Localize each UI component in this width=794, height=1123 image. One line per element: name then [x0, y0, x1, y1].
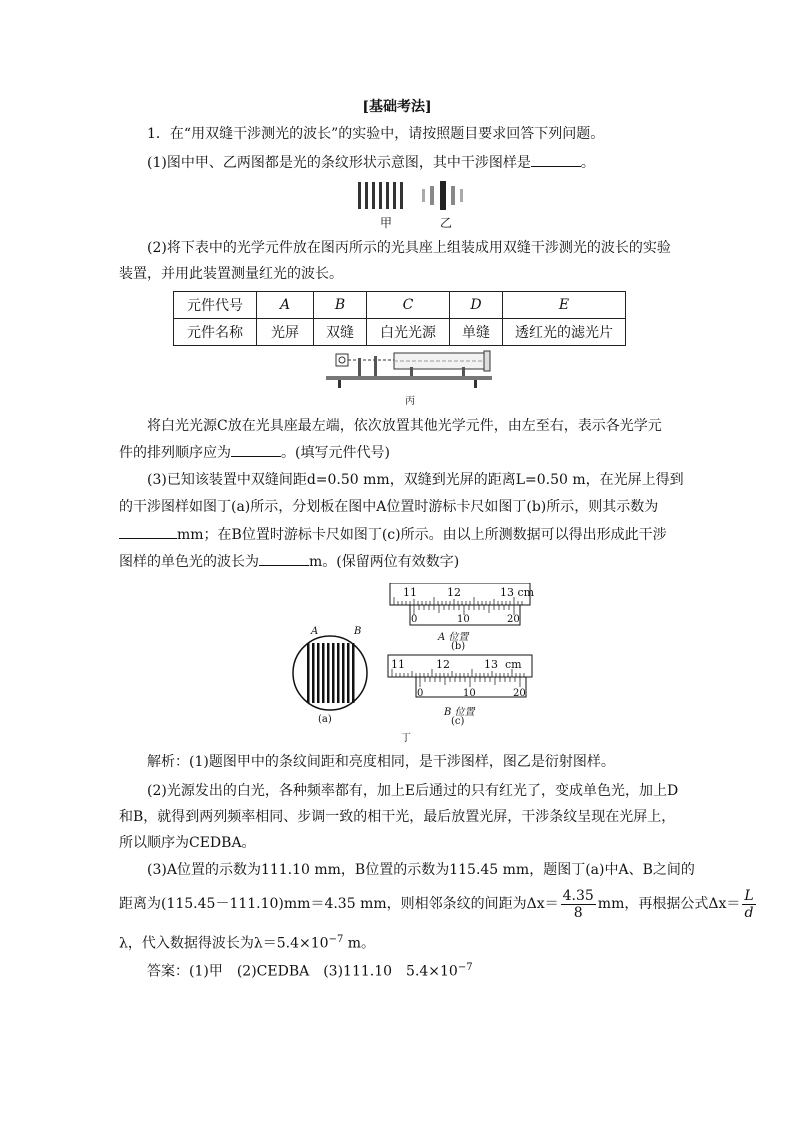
scale-c-tick: 12 [436, 658, 450, 671]
table-cell: 光屏 [257, 319, 314, 346]
scale-c-tick: 11 [391, 658, 405, 671]
question-1 [147, 152, 595, 173]
answer-blank-4 [259, 551, 309, 566]
fraction-denominator: d [744, 904, 754, 921]
fraction-numerator: L [744, 887, 754, 904]
q1-end: 。 [580, 155, 595, 171]
analysis-p3-line-1: (3)A位置的示数为111.10 mm，B位置的示数为115.45 mm，题图丁(a)中A、B之间的 [147, 862, 695, 878]
scale-c-unit: cm [505, 658, 522, 671]
table-cell: D [450, 292, 503, 319]
question-2-line-1: (2)将下表中的光学元件放在图丙所示的光具座上组装成用双缝干涉测光的波长的实验 [147, 240, 671, 256]
vernier-c-tick: 10 [463, 688, 476, 699]
analysis-p3-end: m。 [343, 935, 376, 952]
question-3-line-3 [119, 524, 667, 545]
fringe-circle [293, 636, 367, 710]
analysis-p3-line-3 [119, 930, 375, 954]
scale-b-tick: 11 [403, 586, 417, 599]
answer-line [147, 958, 473, 982]
vernier-c-tick: 0 [417, 688, 424, 699]
fig-label-ding: 丁 [401, 733, 411, 744]
caption-b: (b) [451, 641, 466, 652]
fringe-yi [422, 181, 463, 210]
q1-text: (1)图中甲、乙两图都是光的条纹形状示意图，其中干涉图样是 [147, 155, 531, 171]
q2b-end: 。(填写元件代号) [281, 445, 390, 461]
table-cell: A [257, 292, 314, 319]
fig-label-yi: 乙 [440, 216, 453, 230]
table-cell: E [503, 292, 626, 319]
question-3-line-2: 的干涉图样如图丁(a)所示，分划板在图中A位置时游标卡尺如图丁(b)所示，则其示数为 [119, 499, 659, 515]
analysis-p3-text-2: mm，再根据公式Δx＝ [597, 896, 741, 912]
fringe-label-b: B [354, 626, 362, 637]
analysis-p3-line-2 [119, 886, 758, 922]
table-cell: 双缝 [314, 319, 367, 346]
fig-label-bing: 丙 [405, 396, 415, 407]
position-b-label: B 位置 [444, 707, 475, 718]
analysis-p3-result: λ，代入数据得波长为λ＝5.4×10 [119, 935, 329, 952]
table-cell: 单缝 [450, 319, 503, 346]
table-row [174, 319, 626, 346]
question-2b-line-1: 将白光光源C放在光具座最左端，依次放置其他光学元件，由左至右，表示各光学元 [147, 418, 662, 434]
caption-a: (a) [318, 714, 332, 725]
vernier-c-tick: 20 [513, 688, 526, 699]
table-row [174, 292, 626, 319]
analysis-p1: 解析：(1)题图甲中的条纹间距和亮度相同，是干涉图样，图乙是衍射图样。 [147, 754, 615, 770]
answer-exponent: −7 [457, 962, 473, 973]
scale-c-tick: 13 [484, 658, 498, 671]
analysis-p2-line-3: 所以顺序为CEDBA。 [119, 835, 256, 851]
question-3-line-1: (3)已知该装置中双缝间距d=0.50 mm，双缝到光屏的距离L=0.50 m，在光屏上得到 [147, 472, 684, 488]
section-title: [基础考法] [362, 99, 432, 115]
fig-label-jia: 甲 [380, 216, 393, 230]
question-2-line-2: 装置，并用此装置测量红光的波长。 [119, 266, 343, 282]
q3-line4-end: m。(保留两位有效数字) [309, 554, 460, 570]
question-intro: 1．在“用双缝干涉测光的波长”的实验中，请按照题目要求回答下列问题。 [147, 126, 605, 142]
vernier-b-tick: 20 [507, 614, 520, 625]
table-cell: 透红光的滤光片 [503, 319, 626, 346]
scale-b-tick: 13 cm [500, 586, 535, 599]
analysis-p3-text: 距离为(115.45－111.10)mm＝4.35 mm，则相邻条纹的间距为Δx＝ [119, 896, 559, 912]
exponent: −7 [328, 934, 344, 945]
fraction-formula [742, 888, 755, 921]
answer-blank-1 [531, 152, 581, 167]
fringe-figure [350, 180, 480, 230]
vernier-b-tick: 10 [457, 614, 470, 625]
table-cell: B [314, 292, 367, 319]
q2b-text: 件的排列顺序应为 [119, 445, 231, 461]
analysis-p2-line-2: 和B，就得到两列频率相同、步调一致的相干光，最后放置光屏，干涉条纹呈现在光屏上， [119, 809, 676, 825]
fraction-denominator: 8 [573, 904, 583, 921]
answer-text: 答案：(1)甲 (2)CEDBA (3)111.10 5.4×10 [147, 963, 458, 980]
table-cell: 白光光源 [367, 319, 450, 346]
table-cell: C [367, 292, 450, 319]
answer-blank-3 [119, 524, 177, 539]
position-a-label: A 位置 [438, 632, 469, 643]
fraction-numerator: 4.35 [562, 887, 594, 904]
q3-line4-text: 图样的单色光的波长为 [119, 554, 259, 570]
scale-b-tick: 12 [447, 586, 461, 599]
question-3-line-4 [119, 551, 459, 572]
caption-c: (c) [451, 716, 465, 727]
vernier-b-tick: 0 [411, 614, 418, 625]
question-2b-line-2 [119, 442, 390, 463]
table-cell: 元件名称 [174, 319, 257, 346]
fraction-spacing [561, 888, 596, 921]
answer-blank-2 [231, 442, 281, 457]
fringe-jia [358, 182, 403, 209]
analysis-p2-line-1: (2)光源发出的白光，各种频率都有，加上E后通过的只有红光了，变成单色光，加上D [147, 783, 679, 799]
component-table [173, 291, 626, 346]
table-cell: 元件代号 [174, 292, 257, 319]
fringe-label-a: A [311, 626, 319, 637]
q3-line3-text: mm；在B位置时游标卡尺如图丁(c)所示。由以上所测数据可以得出形成此干涉 [177, 527, 667, 543]
optical-bench-figure [322, 350, 497, 395]
